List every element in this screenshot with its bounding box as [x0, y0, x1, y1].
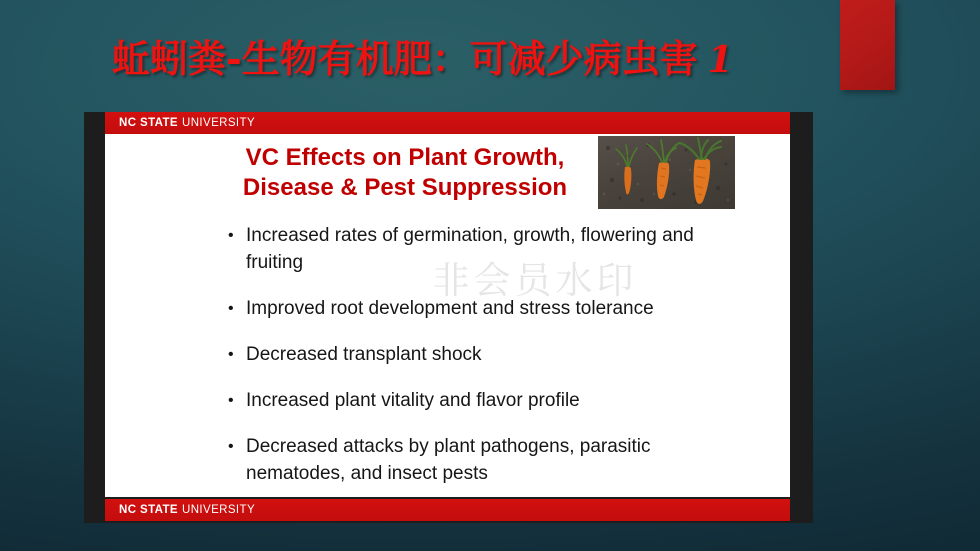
page-title-number: 1	[707, 39, 733, 81]
slide-content-area	[105, 134, 790, 497]
page-title-text: 蚯蚓粪-生物有机肥：可减少病虫害	[112, 36, 698, 81]
watermark-text: 非会员水印	[432, 259, 638, 302]
bullet-item: • Decreased transplant shock	[228, 341, 698, 368]
ncsu-brand-regular: UNIVERSITY	[182, 504, 256, 516]
ncsu-brand-bold: NC STATE	[119, 117, 178, 129]
bullet-item: • Improved root development and stress tolerance	[228, 295, 698, 322]
slide-title-line2: Disease & Pest Suppression	[242, 174, 568, 201]
bullet-item: • Decreased attacks by plant pathogens, parasitic nematodes, and insect pests	[228, 433, 698, 487]
carrots-illustration	[598, 136, 735, 209]
slide-title	[145, 143, 665, 203]
bullet-list	[228, 222, 698, 506]
ncsu-header-bar	[105, 112, 790, 134]
ncsu-brand-bold: NC STATE	[119, 504, 178, 516]
slide-title-line1: VC Effects on Plant Growth,	[245, 144, 565, 171]
embedded-slide-screenshot	[84, 112, 813, 523]
bullet-item: • Increased plant vitality and flavor profile	[228, 387, 698, 414]
page-title	[112, 34, 872, 85]
bullet-item: • Increased rates of germination, growth, flowering and fruiting	[228, 222, 698, 276]
ncsu-brand-regular: UNIVERSITY	[182, 117, 256, 129]
carrots-photo	[598, 136, 735, 209]
